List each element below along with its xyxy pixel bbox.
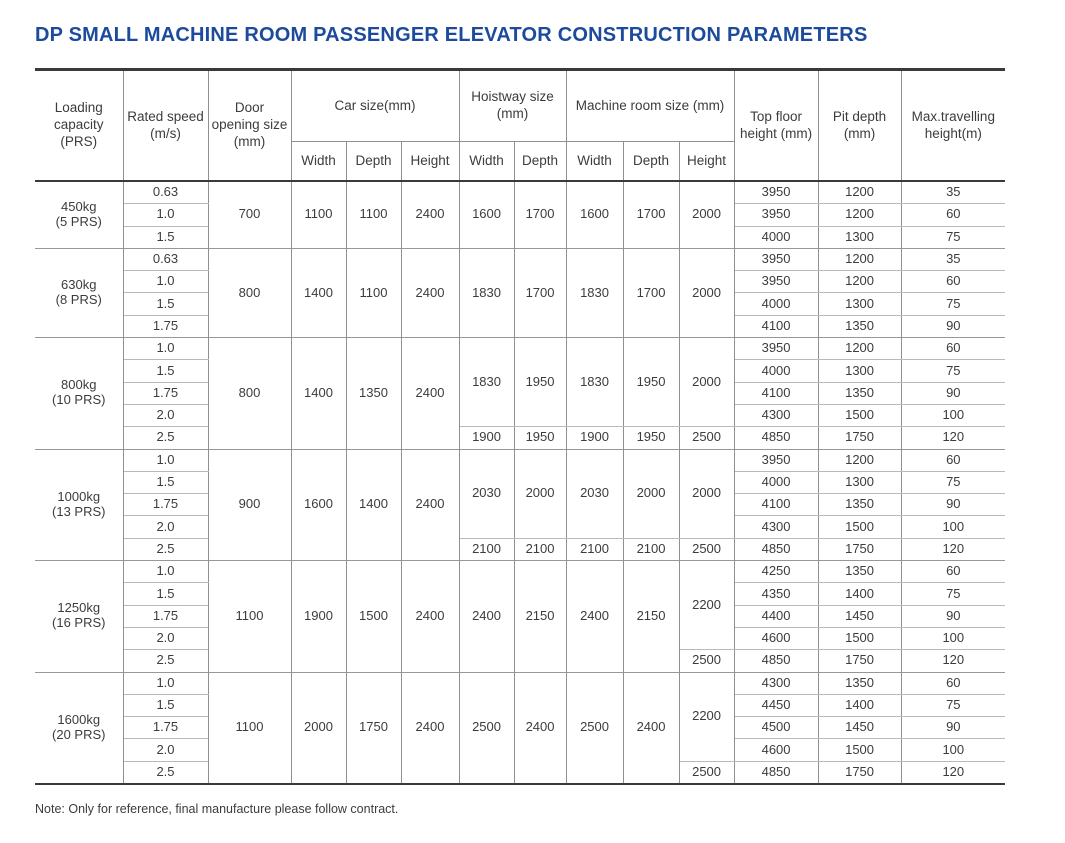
hoistway-width-cell: 2500 (459, 672, 514, 784)
pit-depth-cell: 1350 (818, 561, 901, 583)
max-travelling-cell: 100 (901, 627, 1005, 649)
pit-depth-cell: 1750 (818, 538, 901, 560)
header-car-depth: Depth (346, 142, 401, 182)
machine-room-height-cell: 2200 (679, 672, 734, 761)
pit-depth-cell: 1350 (818, 315, 901, 337)
rated-speed-cell: 2.5 (123, 538, 208, 560)
max-travelling-cell: 90 (901, 315, 1005, 337)
top-floor-height-cell: 4500 (734, 717, 818, 739)
max-travelling-cell: 90 (901, 382, 1005, 404)
machine-room-height-cell: 2000 (679, 248, 734, 337)
pit-depth-cell: 1500 (818, 627, 901, 649)
table-header (35, 70, 1005, 182)
header-car-height: Height (401, 142, 459, 182)
rated-speed-cell: 1.0 (123, 204, 208, 226)
pit-depth-cell: 1750 (818, 427, 901, 449)
car-depth-cell: 1100 (346, 248, 401, 337)
pit-depth-cell: 1750 (818, 650, 901, 672)
top-floor-height-cell: 3950 (734, 449, 818, 471)
rated-speed-cell: 2.0 (123, 516, 208, 538)
car-depth-cell: 1400 (346, 449, 401, 560)
hoistway-depth-cell: 2100 (514, 538, 566, 560)
car-height-cell: 2400 (401, 672, 459, 784)
max-travelling-cell: 75 (901, 583, 1005, 605)
hoistway-width-cell: 1600 (459, 181, 514, 248)
car-depth-cell: 1100 (346, 181, 401, 248)
top-floor-height-cell: 4100 (734, 382, 818, 404)
max-travelling-cell: 90 (901, 605, 1005, 627)
header-door-opening: Door opening size (mm) (208, 70, 291, 182)
machine-room-height-cell: 2500 (679, 761, 734, 784)
max-travelling-cell: 75 (901, 293, 1005, 315)
hoistway-depth-cell: 2400 (514, 672, 566, 784)
machine-room-depth-cell: 2400 (623, 672, 679, 784)
rated-speed-cell: 2.5 (123, 650, 208, 672)
pit-depth-cell: 1500 (818, 404, 901, 426)
rated-speed-cell: 0.63 (123, 248, 208, 270)
machine-room-width-cell: 1830 (566, 248, 623, 337)
rated-speed-cell: 1.0 (123, 271, 208, 293)
max-travelling-cell: 75 (901, 226, 1005, 248)
car-height-cell: 2400 (401, 181, 459, 248)
pit-depth-cell: 1400 (818, 583, 901, 605)
max-travelling-cell: 35 (901, 181, 1005, 204)
max-travelling-cell: 60 (901, 271, 1005, 293)
parameters-table (35, 68, 1005, 785)
hoistway-width-cell: 2400 (459, 561, 514, 672)
hoistway-depth-cell: 2150 (514, 561, 566, 672)
machine-room-depth-cell: 1950 (623, 338, 679, 427)
pit-depth-cell: 1450 (818, 717, 901, 739)
loading-capacity-cell: 630kg (8 PRS) (35, 248, 123, 337)
top-floor-height-cell: 4250 (734, 561, 818, 583)
rated-speed-cell: 1.5 (123, 471, 208, 493)
top-floor-height-cell: 3950 (734, 181, 818, 204)
loading-capacity-cell: 1250kg (16 PRS) (35, 561, 123, 672)
max-travelling-cell: 100 (901, 404, 1005, 426)
loading-capacity-cell: 450kg (5 PRS) (35, 181, 123, 248)
rated-speed-cell: 1.5 (123, 694, 208, 716)
max-travelling-cell: 100 (901, 516, 1005, 538)
hoistway-depth-cell: 1700 (514, 248, 566, 337)
pit-depth-cell: 1450 (818, 605, 901, 627)
rated-speed-cell: 1.0 (123, 449, 208, 471)
max-travelling-cell: 60 (901, 449, 1005, 471)
car-width-cell: 1100 (291, 181, 346, 248)
top-floor-height-cell: 4000 (734, 293, 818, 315)
rated-speed-cell: 1.75 (123, 494, 208, 516)
machine-room-width-cell: 2400 (566, 561, 623, 672)
machine-room-width-cell: 1830 (566, 338, 623, 427)
top-floor-height-cell: 4300 (734, 672, 818, 694)
max-travelling-cell: 75 (901, 694, 1005, 716)
top-floor-height-cell: 3950 (734, 271, 818, 293)
machine-room-height-cell: 2000 (679, 338, 734, 427)
machine-room-height-cell: 2500 (679, 427, 734, 449)
car-height-cell: 2400 (401, 449, 459, 560)
top-floor-height-cell: 4300 (734, 516, 818, 538)
max-travelling-cell: 120 (901, 650, 1005, 672)
max-travelling-cell: 90 (901, 717, 1005, 739)
top-floor-height-cell: 4850 (734, 538, 818, 560)
pit-depth-cell: 1500 (818, 516, 901, 538)
car-height-cell: 2400 (401, 561, 459, 672)
hoistway-width-cell: 1830 (459, 338, 514, 427)
pit-depth-cell: 1200 (818, 338, 901, 360)
car-height-cell: 2400 (401, 338, 459, 449)
top-floor-height-cell: 4100 (734, 315, 818, 337)
hoistway-depth-cell: 1950 (514, 427, 566, 449)
top-floor-height-cell: 4000 (734, 360, 818, 382)
note-text: Note: Only for reference, final manufacture please follow contract. (35, 802, 399, 817)
rated-speed-cell: 1.5 (123, 360, 208, 382)
car-depth-cell: 1500 (346, 561, 401, 672)
pit-depth-cell: 1300 (818, 293, 901, 315)
top-floor-height-cell: 4000 (734, 471, 818, 493)
table-body (35, 181, 1005, 784)
top-floor-height-cell: 4450 (734, 694, 818, 716)
rated-speed-cell: 1.0 (123, 672, 208, 694)
machine-room-depth-cell: 2150 (623, 561, 679, 672)
door-opening-cell: 1100 (208, 561, 291, 672)
pit-depth-cell: 1300 (818, 360, 901, 382)
header-car-size: Car size(mm) (291, 70, 459, 142)
car-width-cell: 1600 (291, 449, 346, 560)
max-travelling-cell: 60 (901, 672, 1005, 694)
machine-room-depth-cell: 2000 (623, 449, 679, 538)
rated-speed-cell: 2.0 (123, 739, 208, 761)
machine-room-width-cell: 1900 (566, 427, 623, 449)
top-floor-height-cell: 3950 (734, 248, 818, 270)
pit-depth-cell: 1400 (818, 694, 901, 716)
header-machine-depth: Depth (623, 142, 679, 182)
header-rated-speed: Rated speed (m/s) (123, 70, 208, 182)
rated-speed-cell: 1.75 (123, 382, 208, 404)
pit-depth-cell: 1200 (818, 204, 901, 226)
machine-room-depth-cell: 1700 (623, 248, 679, 337)
rated-speed-cell: 1.75 (123, 315, 208, 337)
machine-room-depth-cell: 1700 (623, 181, 679, 248)
pit-depth-cell: 1350 (818, 494, 901, 516)
door-opening-cell: 1100 (208, 672, 291, 784)
top-floor-height-cell: 3950 (734, 204, 818, 226)
pit-depth-cell: 1350 (818, 382, 901, 404)
machine-room-height-cell: 2500 (679, 650, 734, 672)
rated-speed-cell: 1.0 (123, 561, 208, 583)
header-pit-depth: Pit depth (mm) (818, 70, 901, 182)
hoistway-width-cell: 2100 (459, 538, 514, 560)
top-floor-height-cell: 4600 (734, 739, 818, 761)
machine-room-width-cell: 2030 (566, 449, 623, 538)
top-floor-height-cell: 4350 (734, 583, 818, 605)
pit-depth-cell: 1300 (818, 226, 901, 248)
rated-speed-cell: 1.5 (123, 293, 208, 315)
machine-room-height-cell: 2500 (679, 538, 734, 560)
rated-speed-cell: 2.0 (123, 404, 208, 426)
loading-capacity-cell: 800kg (10 PRS) (35, 338, 123, 449)
pit-depth-cell: 1200 (818, 248, 901, 270)
top-floor-height-cell: 4600 (734, 627, 818, 649)
pit-depth-cell: 1300 (818, 471, 901, 493)
rated-speed-cell: 1.0 (123, 338, 208, 360)
top-floor-height-cell: 3950 (734, 338, 818, 360)
top-floor-height-cell: 4300 (734, 404, 818, 426)
machine-room-width-cell: 2500 (566, 672, 623, 784)
car-width-cell: 2000 (291, 672, 346, 784)
pit-depth-cell: 1200 (818, 449, 901, 471)
header-hoistway-depth: Depth (514, 142, 566, 182)
pit-depth-cell: 1200 (818, 271, 901, 293)
max-travelling-cell: 120 (901, 538, 1005, 560)
car-width-cell: 1400 (291, 338, 346, 449)
header-max-travelling: Max.travelling height(m) (901, 70, 1005, 182)
top-floor-height-cell: 4100 (734, 494, 818, 516)
rated-speed-cell: 2.5 (123, 761, 208, 784)
machine-room-depth-cell: 2100 (623, 538, 679, 560)
header-machine-height: Height (679, 142, 734, 182)
top-floor-height-cell: 4000 (734, 226, 818, 248)
car-depth-cell: 1750 (346, 672, 401, 784)
machine-room-width-cell: 1600 (566, 181, 623, 248)
max-travelling-cell: 60 (901, 338, 1005, 360)
hoistway-width-cell: 1900 (459, 427, 514, 449)
rated-speed-cell: 2.5 (123, 427, 208, 449)
rated-speed-cell: 1.5 (123, 226, 208, 248)
header-hoistway-width: Width (459, 142, 514, 182)
hoistway-depth-cell: 1950 (514, 338, 566, 427)
car-width-cell: 1900 (291, 561, 346, 672)
rated-speed-cell: 2.0 (123, 627, 208, 649)
max-travelling-cell: 75 (901, 360, 1005, 382)
top-floor-height-cell: 4850 (734, 650, 818, 672)
header-loading-capacity: Loading capacity (PRS) (35, 70, 123, 182)
hoistway-width-cell: 2030 (459, 449, 514, 538)
header-top-floor-height: Top floor height (mm) (734, 70, 818, 182)
max-travelling-cell: 60 (901, 204, 1005, 226)
door-opening-cell: 800 (208, 248, 291, 337)
machine-room-height-cell: 2000 (679, 449, 734, 538)
header-car-width: Width (291, 142, 346, 182)
top-floor-height-cell: 4400 (734, 605, 818, 627)
max-travelling-cell: 60 (901, 561, 1005, 583)
hoistway-depth-cell: 2000 (514, 449, 566, 538)
max-travelling-cell: 75 (901, 471, 1005, 493)
rated-speed-cell: 1.75 (123, 717, 208, 739)
max-travelling-cell: 120 (901, 427, 1005, 449)
loading-capacity-cell: 1600kg (20 PRS) (35, 672, 123, 784)
max-travelling-cell: 120 (901, 761, 1005, 784)
pit-depth-cell: 1200 (818, 181, 901, 204)
max-travelling-cell: 90 (901, 494, 1005, 516)
door-opening-cell: 900 (208, 449, 291, 560)
max-travelling-cell: 100 (901, 739, 1005, 761)
rated-speed-cell: 1.75 (123, 605, 208, 627)
header-hoistway-size: Hoistway size (mm) (459, 70, 566, 142)
header-machine-room-size: Machine room size (mm) (566, 70, 734, 142)
door-opening-cell: 800 (208, 338, 291, 449)
car-height-cell: 2400 (401, 248, 459, 337)
car-depth-cell: 1350 (346, 338, 401, 449)
hoistway-width-cell: 1830 (459, 248, 514, 337)
top-floor-height-cell: 4850 (734, 427, 818, 449)
header-machine-width: Width (566, 142, 623, 182)
hoistway-depth-cell: 1700 (514, 181, 566, 248)
pit-depth-cell: 1350 (818, 672, 901, 694)
machine-room-depth-cell: 1950 (623, 427, 679, 449)
rated-speed-cell: 0.63 (123, 181, 208, 204)
machine-room-height-cell: 2000 (679, 181, 734, 248)
pit-depth-cell: 1500 (818, 739, 901, 761)
machine-room-height-cell: 2200 (679, 561, 734, 650)
top-floor-height-cell: 4850 (734, 761, 818, 784)
max-travelling-cell: 35 (901, 248, 1005, 270)
rated-speed-cell: 1.5 (123, 583, 208, 605)
pit-depth-cell: 1750 (818, 761, 901, 784)
car-width-cell: 1400 (291, 248, 346, 337)
door-opening-cell: 700 (208, 181, 291, 248)
loading-capacity-cell: 1000kg (13 PRS) (35, 449, 123, 560)
page-title: DP SMALL MACHINE ROOM PASSENGER ELEVATOR CONSTRUCTION PARAMETERS (35, 24, 868, 46)
machine-room-width-cell: 2100 (566, 538, 623, 560)
